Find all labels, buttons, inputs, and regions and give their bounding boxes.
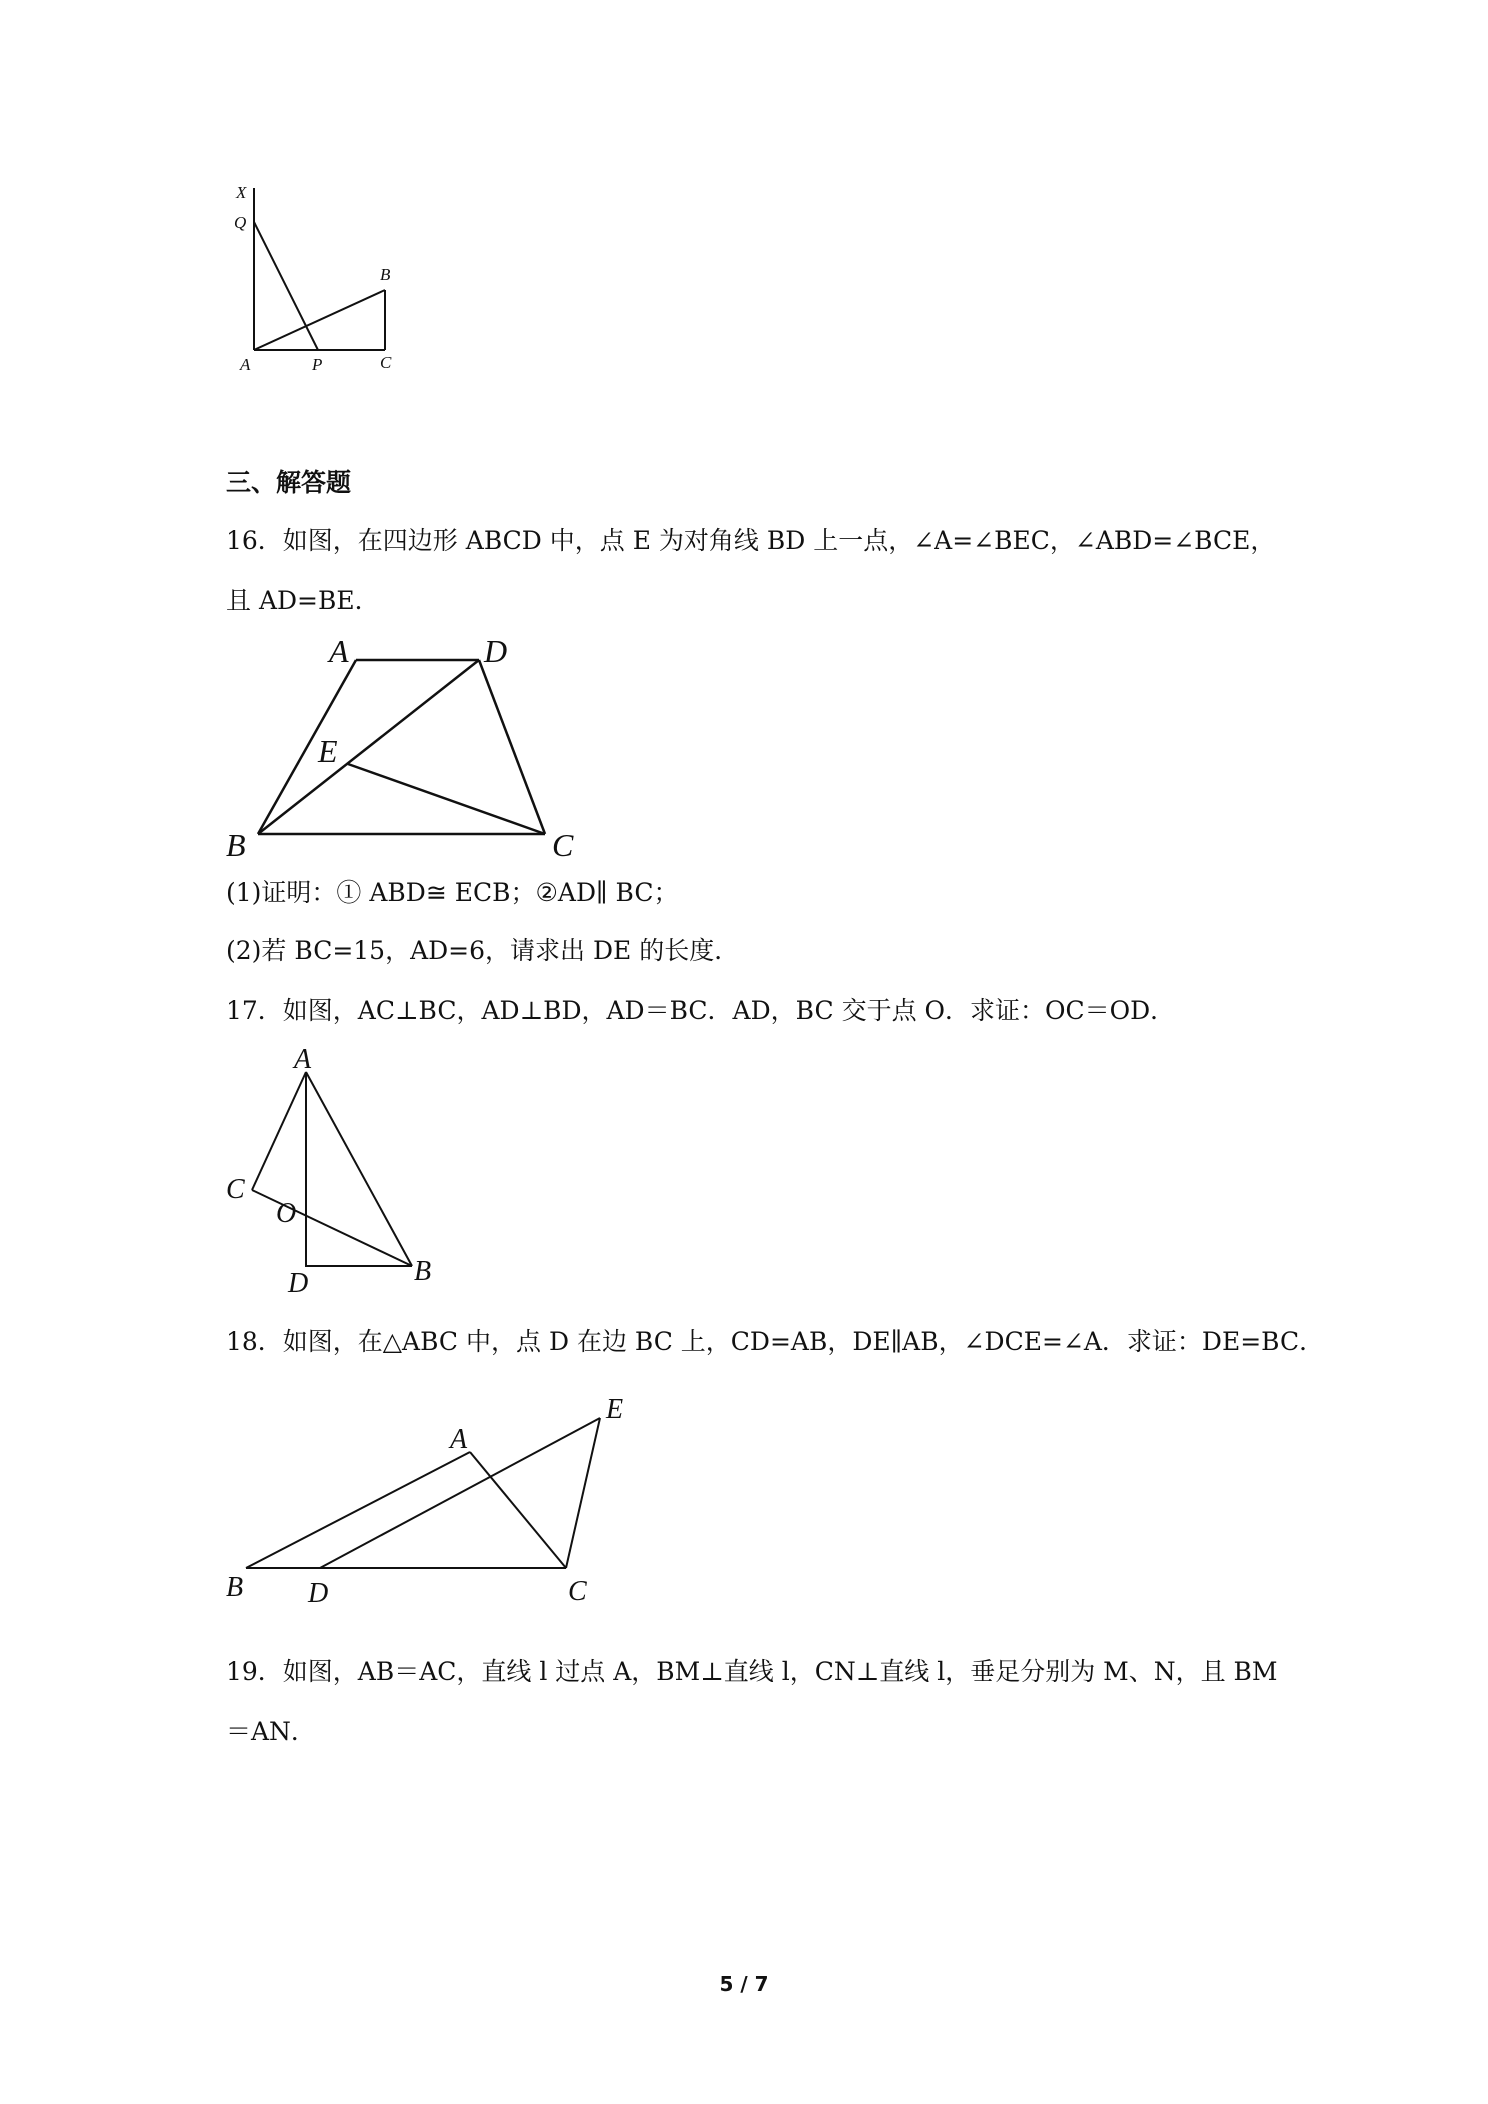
line-AC [252, 1072, 306, 1190]
q19-line2: ＝AN． [226, 1717, 316, 1746]
label-B: B [226, 1572, 244, 1603]
label-C: C [380, 353, 392, 372]
label-A: A [240, 355, 251, 374]
label-A: A [450, 1424, 468, 1455]
label-O: O [276, 1198, 297, 1229]
line-EC [348, 764, 545, 834]
label-C: C [226, 1174, 245, 1205]
label-C: C [568, 1576, 587, 1607]
line-AB [306, 1072, 412, 1266]
label-A: A [294, 1044, 312, 1075]
q16-part2: (2)若 BC=15，AD=6，请求出 DE 的长度． [226, 936, 740, 965]
label-E: E [318, 733, 338, 769]
label-D: D [288, 1268, 309, 1299]
figure-q15-svg [230, 180, 410, 380]
line-DC [479, 660, 545, 834]
q19-line1: 19．如图，AB＝AC，直线 l 过点 A，BM⊥直线 l，CN⊥直线 l，垂足分别为 M、N，且 BM [226, 1657, 1278, 1686]
figure-q17 [222, 1040, 452, 1310]
line-AC [470, 1452, 566, 1568]
figure-q18 [222, 1368, 642, 1618]
label-B: B [380, 265, 391, 284]
label-E: E [606, 1394, 624, 1425]
line-BA [246, 1452, 470, 1568]
q17-line1: 17．如图，AC⊥BC，AD⊥BD，AD＝BC．AD，BC 交于点 O．求证：OC＝OD． [226, 996, 1176, 1025]
label-B: B [414, 1256, 432, 1287]
q18-line1: 18．如图，在△ABC 中，点 D 在边 BC 上，CD=AB，DE∥AB，∠DCE=∠A．求证：DE=BC． [226, 1327, 1325, 1356]
label-C: C [552, 827, 574, 863]
figure-q17-svg [222, 1040, 452, 1310]
figure-q16 [222, 630, 582, 863]
line-EC [566, 1418, 600, 1568]
label-Q: Q [234, 213, 247, 232]
label-D: D [308, 1578, 329, 1609]
line-AB [254, 290, 385, 350]
label-B: B [226, 827, 246, 863]
q16-part1: (1)证明：① ABD≅ ECB；②AD∥ BC； [226, 878, 679, 907]
label-D: D [484, 633, 508, 669]
page-number: 5 / 7 [719, 1972, 769, 1996]
figure-q18-svg [222, 1368, 642, 1618]
figure-q16-svg [222, 630, 582, 863]
line-QP [254, 222, 318, 350]
figure-q15 [230, 180, 410, 380]
q16-line1: 16．如图，在四边形 ABCD 中，点 E 为对角线 BD 上一点，∠A=∠BEC，∠ABD=∠BCE， [226, 526, 1276, 555]
q16-line2: 且 AD=BE． [226, 586, 380, 615]
line-BD [258, 660, 479, 834]
label-A: A [329, 633, 349, 669]
line-AB [258, 660, 356, 834]
label-P: P [312, 355, 323, 374]
label-X: X [236, 183, 247, 202]
section-title: 三、解答题 [226, 468, 352, 497]
